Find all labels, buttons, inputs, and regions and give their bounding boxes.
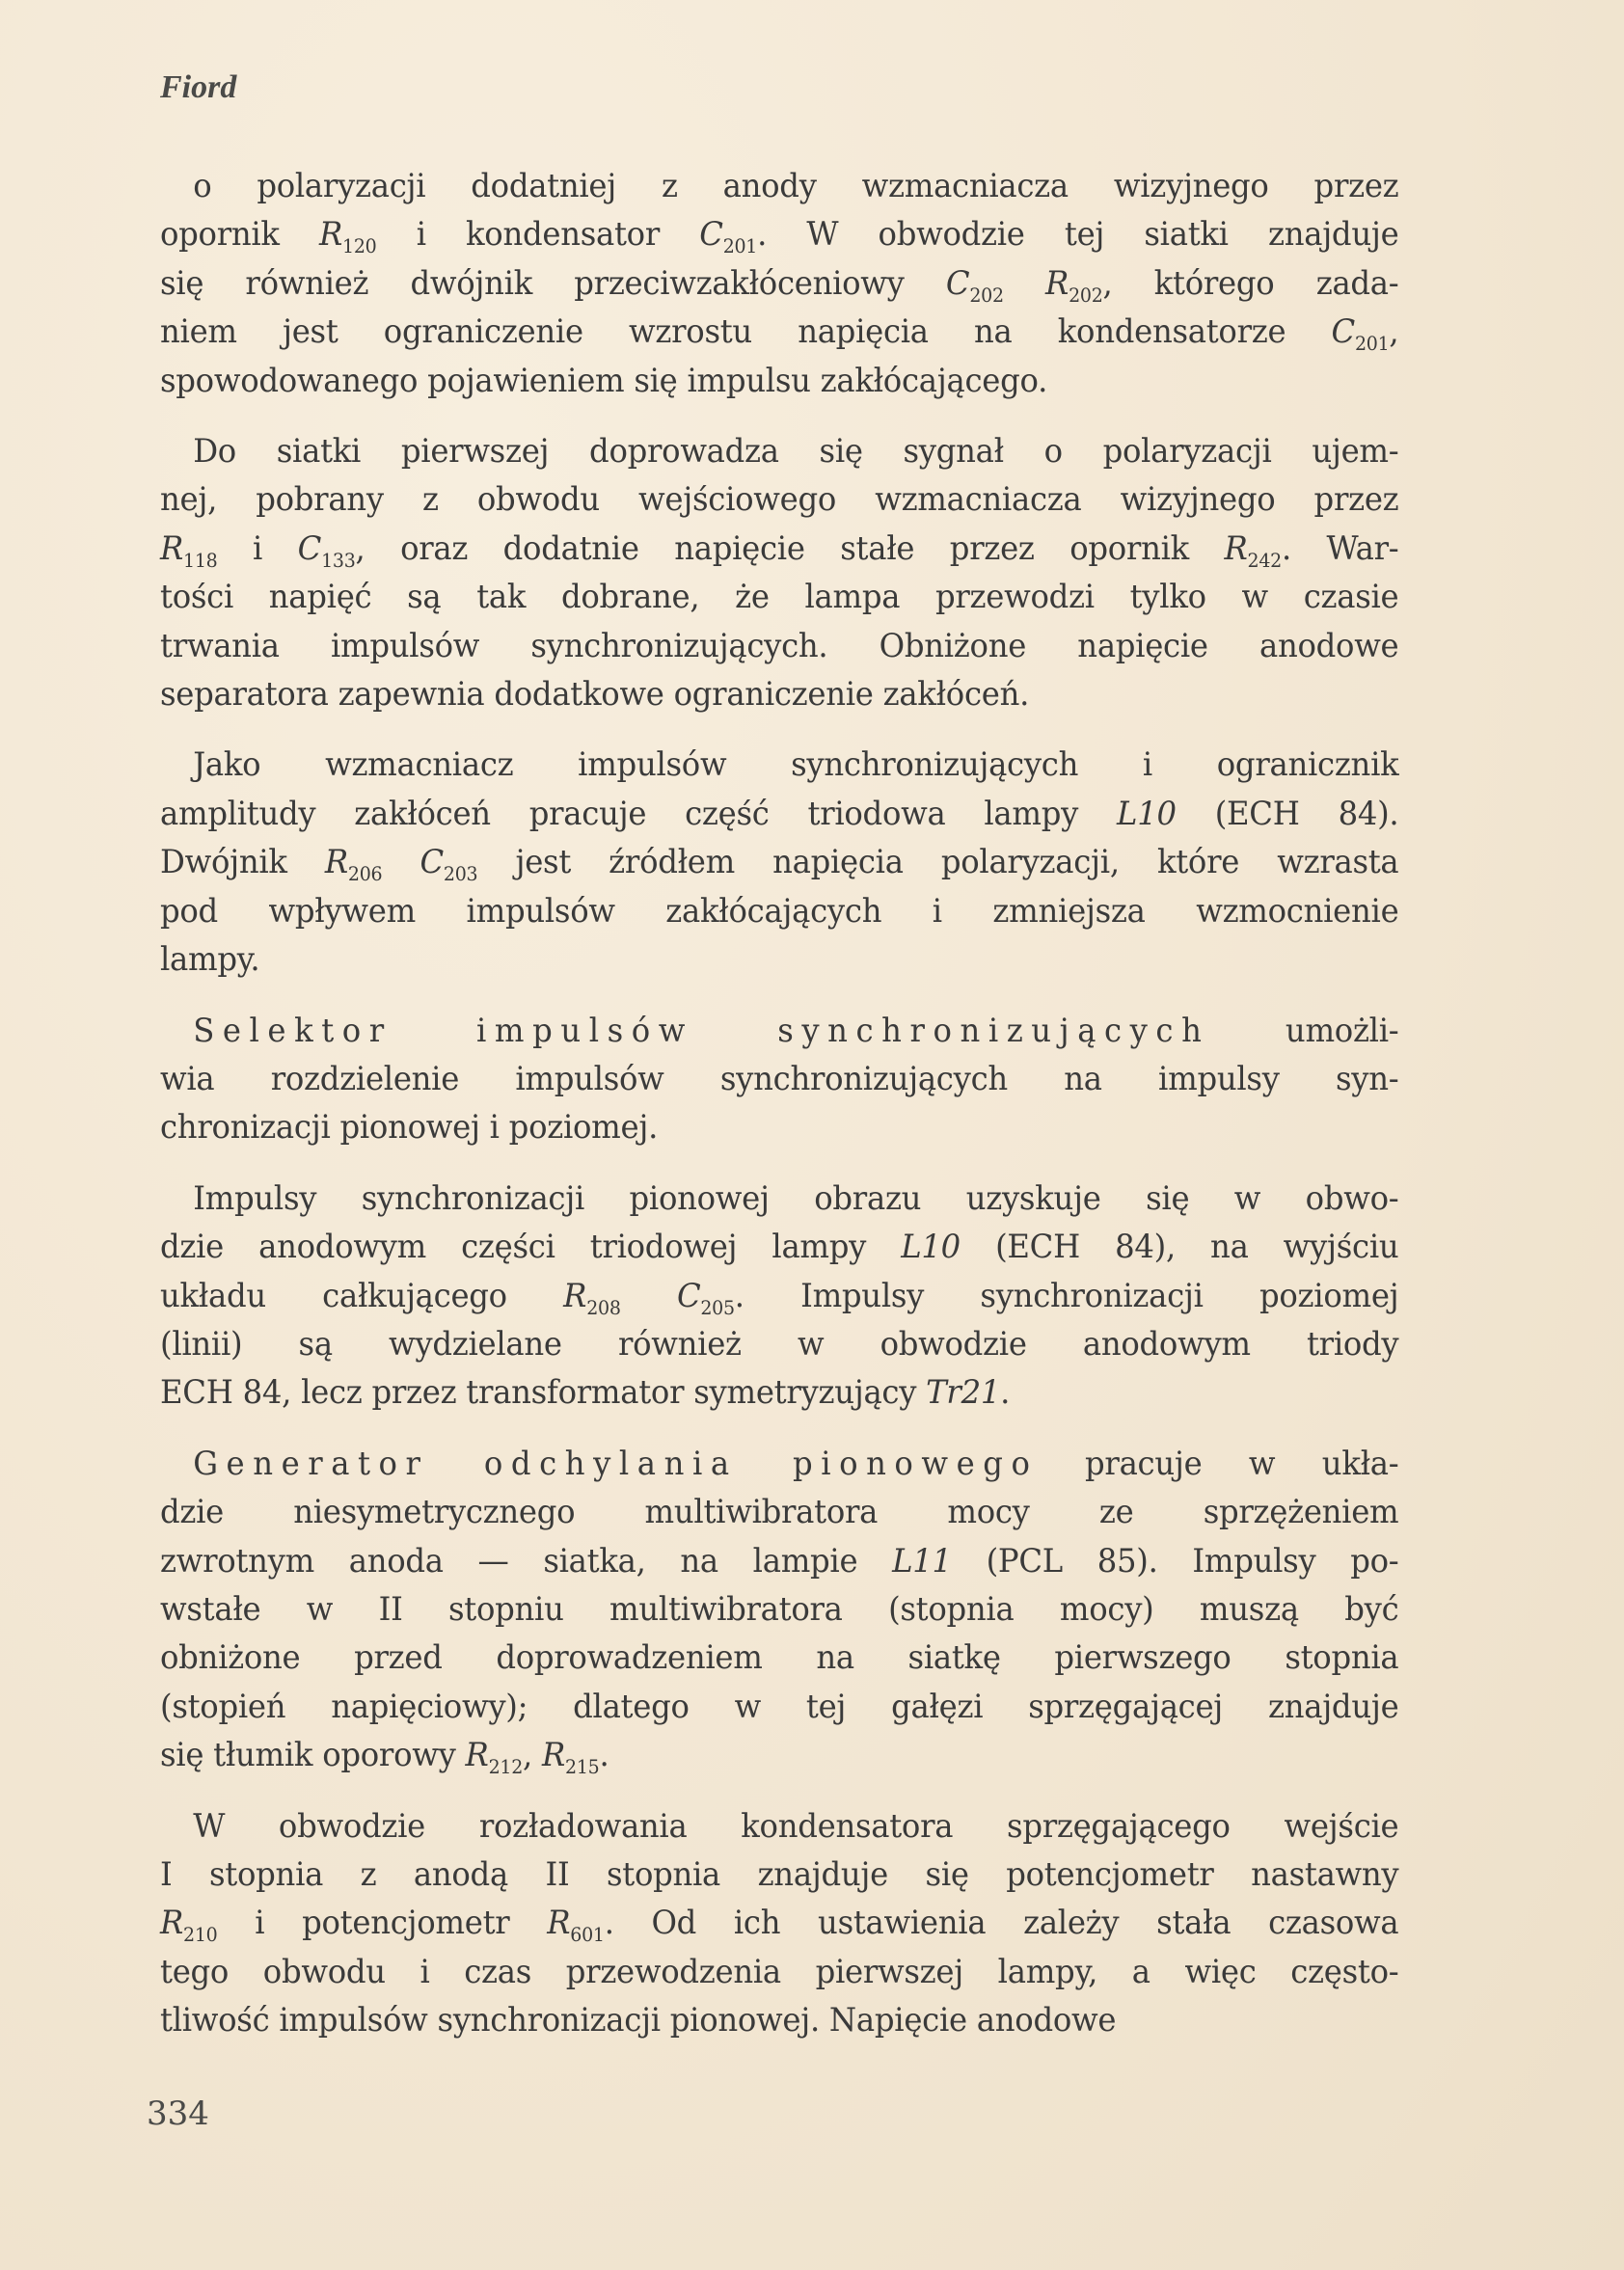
text-line: dzie niesymetrycznego multiwibratora mocy ze sprzężeniem <box>160 1493 1399 1532</box>
text-line: tliwość impulsów synchronizacji pionowej. Napięcie anodowe <box>160 2001 1117 2040</box>
text-line: dzie anodowym części triodowej lampy L10 (ECH 84), na wyjściu <box>160 1228 1399 1267</box>
paragraph <box>160 1175 1398 1418</box>
text-line: separatora zapewnia dodatkowe ograniczenie zakłóceń. <box>160 675 1030 715</box>
text-line: Generator odchylania pionowego pracuje w ukła- <box>193 1444 1399 1483</box>
running-header: Fiord <box>160 69 237 105</box>
text-line: wia rozdzielenie impulsów synchronizujących na impulsy syn- <box>160 1059 1399 1098</box>
text-line: Selektor impulsów synchronizujących umożli- <box>193 1011 1399 1050</box>
paragraph <box>160 1802 1398 2045</box>
text-line: o polaryzacji dodatniej z anody wzmacniacza wizyjnego przez <box>193 167 1399 205</box>
text-line: opornik $R_{120}$ i kondensator $C_{201}$. W obwodzie tej siatki znajduje <box>160 215 1399 258</box>
text-line: Impulsy synchronizacji pionowej obrazu uzyskuje się w obwo- <box>193 1178 1399 1218</box>
text-line: niem jest ograniczenie wzrostu napięcia na kondensatorze $C_{201}$, <box>160 312 1399 356</box>
text-line: zwrotnym anoda — siatka, na lampie L11 (PCL 85). Impulsy po- <box>160 1541 1399 1581</box>
text-line: nej, pobrany z obwodu wejściowego wzmacniacza wizyjnego przez <box>160 480 1399 520</box>
text-line: tego obwodu i czas przewodzenia pierwszej lampy, a więc często- <box>160 1952 1399 1991</box>
text-line: $R_{118}$ i $C_{133}$, oraz dodatnie napięcie stałe przez opornik $R_{242}$. War- <box>160 528 1399 572</box>
text-line: tości napięć są tak dobrane, że lampa przewodzi tylko w czasie <box>160 578 1399 617</box>
text-line: ECH 84, lecz przez transformator symetryzujący Tr21. <box>160 1373 1011 1413</box>
text-line: Do siatki pierwszej doprowadza się sygnał o polaryzacji ujem- <box>193 432 1399 472</box>
text-line: $R_{210}$ i potencjometr $R_{601}$. Od ich ustawienia zależy stała czasowa <box>160 1904 1399 1947</box>
text-line: się tłumik oporowy $R_{212}$, $R_{215}$. <box>160 1736 609 1779</box>
text-line: Jako wzmacniacz impulsów synchronizujących i ogranicznik <box>193 745 1399 785</box>
text-line: lampy. <box>160 940 260 980</box>
text-line: I stopnia z anodą II stopnia znajduje się potencjometr nastawny <box>160 1855 1399 1894</box>
text-line: chronizacji pionowej i poziomej. <box>160 1108 659 1148</box>
text-line: Dwójnik $R_{206}$ $C_{203}$ jest źródłem napięcia polaryzacji, które wzrasta <box>160 843 1399 886</box>
text-line: obniżone przed doprowadzeniem na siatkę pierwszego stopnia <box>160 1638 1399 1678</box>
text-line: się również dwójnik przeciwzakłóceniowy $C_{202}$ $R_{202}$, którego zada- <box>160 263 1399 307</box>
text-line: W obwodzie rozładowania kondensatora sprzęgającego wejście <box>193 1806 1399 1846</box>
paragraph <box>160 427 1398 718</box>
text-line: amplitudy zakłóceń pracuje część triodowa lampy L10 (ECH 84). <box>160 794 1399 833</box>
text-line: pod wpływem impulsów zakłócających i zmniejsza wzmocnienie <box>160 891 1399 931</box>
text-line: układu całkującego $R_{208}$ $C_{205}$. Impulsy synchronizacji poziomej <box>160 1276 1399 1319</box>
paragraph <box>160 1440 1398 1780</box>
paragraph <box>160 1007 1398 1152</box>
paragraph <box>160 741 1398 984</box>
body-text <box>160 162 1398 2067</box>
paragraph <box>160 162 1398 405</box>
text-line: wstałe w II stopniu multiwibratora (stopnia mocy) muszą być <box>160 1589 1399 1629</box>
text-line: trwania impulsów synchronizujących. Obniżone napięcie anodowe <box>160 626 1399 665</box>
text-line: (linii) są wydzielane również w obwodzie anodowym triody <box>160 1324 1399 1364</box>
text-line: (stopień napięciowy); dlatego w tej gałęzi sprzęgającej znajduje <box>160 1687 1399 1726</box>
page-number: 334 <box>147 2094 209 2133</box>
text-line: spowodowanego pojawieniem się impulsu zakłócającego. <box>160 361 1048 400</box>
